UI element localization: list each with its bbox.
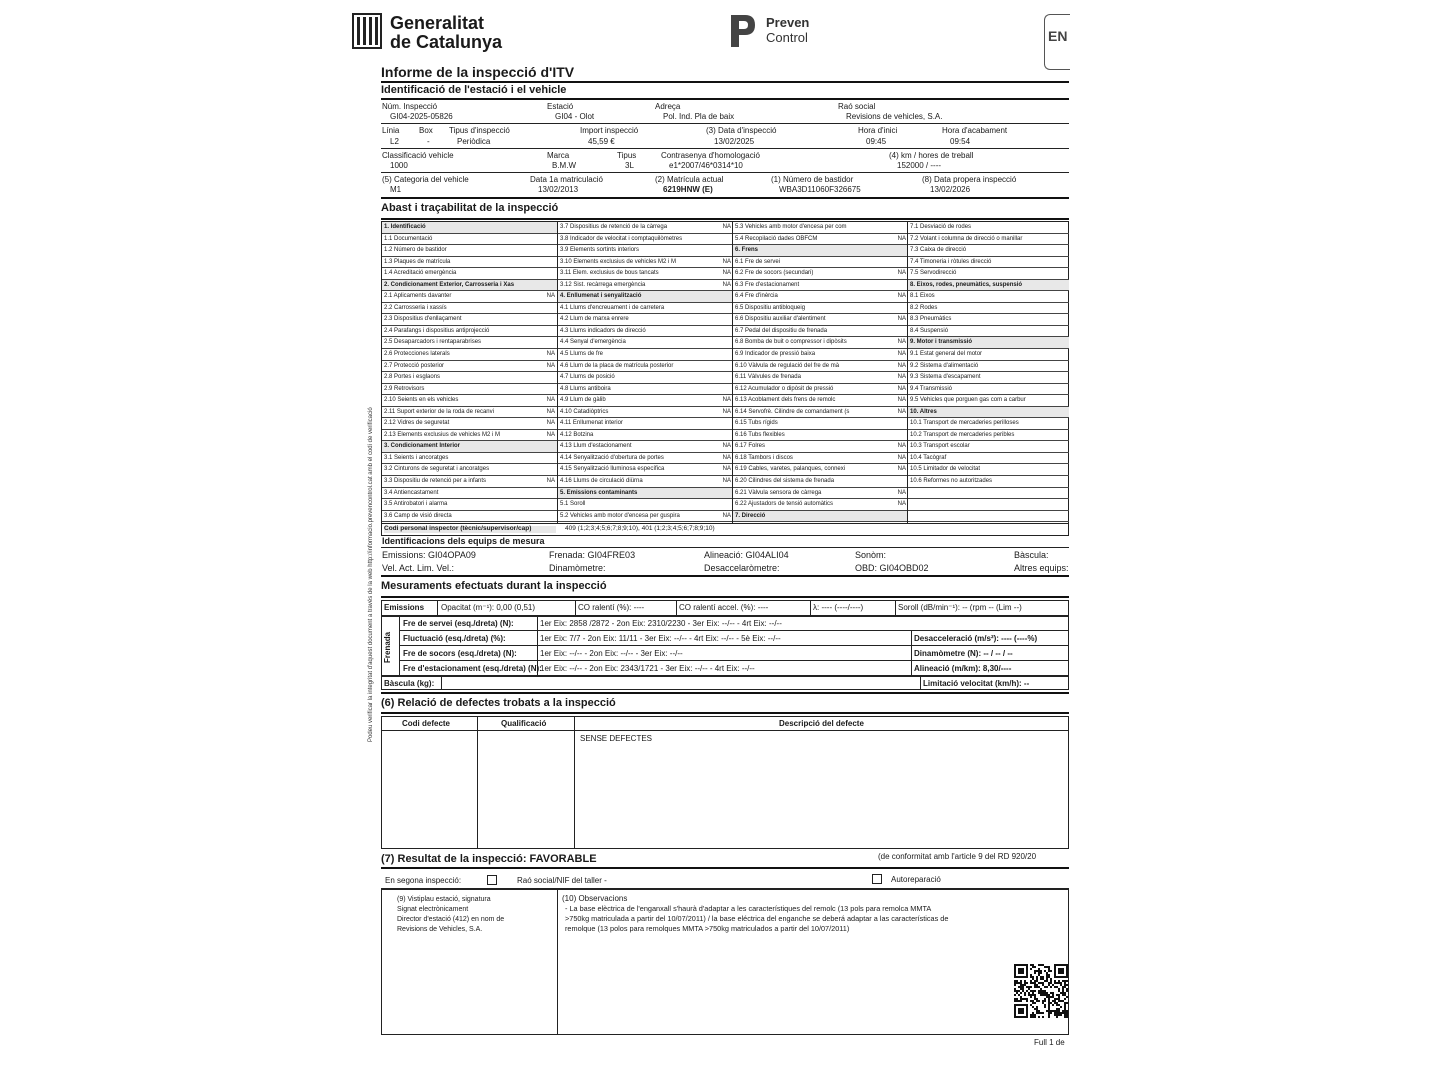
scope-item: 2.5 Desaparcadors i rentaparabrises <box>382 337 557 349</box>
scope-item <box>908 488 1069 500</box>
na-mark: NA <box>897 443 906 450</box>
na-mark: NA <box>546 351 555 358</box>
na-mark: NA <box>897 408 906 415</box>
na-mark: NA <box>897 293 906 300</box>
scope-item: 2.9 Retrovisors <box>382 384 557 396</box>
scope-column-4 <box>907 222 1069 523</box>
workshop-label: Raó social/NIF del taller - <box>517 876 607 885</box>
scope-item: 3.10 Elements exclusius de vehicles M2 i M NA <box>558 257 733 269</box>
self-repair-label: Autoreparació <box>891 875 941 884</box>
scope-item: 10.2 Transport de mercaderies peribles <box>908 430 1069 442</box>
scope-item: 4.16 Llums de circulació diürna NA <box>558 476 733 488</box>
na-mark: NA <box>722 408 731 415</box>
na-mark: NA <box>897 397 906 404</box>
scope-item: 2.8 Portes i esglaons <box>382 372 557 384</box>
scope-item: 6.7 Pedal del dispositiu de frenada <box>733 326 908 338</box>
scope-item <box>908 511 1069 523</box>
scope-item: 3.7 Dispositius de retenció de la càrrega NA <box>558 222 733 234</box>
na-mark: NA <box>722 397 731 404</box>
scope-item: 3. Condicionament Interior <box>382 441 557 453</box>
scope-item: 2.13 Elements exclusius de vehicles M2 i M NA <box>382 430 557 442</box>
prevent-line1: Preven <box>766 15 810 30</box>
scope-item: 5.4 Recopilació dades OBFCM NA <box>733 234 908 246</box>
na-mark: NA <box>722 512 731 519</box>
scope-item: 2.2 Carrosseria i xassís <box>382 303 557 315</box>
na-mark: NA <box>897 351 906 358</box>
na-mark: NA <box>897 385 906 392</box>
qr-code <box>1014 964 1068 1018</box>
scope-item: 2.10 Seients en els vehicles NA <box>382 395 557 407</box>
na-mark: NA <box>722 443 731 450</box>
scope-item: 5.1 Soroll <box>558 499 733 511</box>
section-scope-heading: Abast i traçabilitat de la inspecció <box>381 202 559 214</box>
result-heading: (7) Resultat de la inspecció: FAVORABLE <box>381 853 597 865</box>
scope-item: 8.1 Eixos <box>908 291 1069 303</box>
self-repair-checkbox[interactable] <box>872 874 882 884</box>
scope-column-3 <box>732 222 908 523</box>
na-mark: NA <box>897 270 906 277</box>
na-mark: NA <box>897 489 906 496</box>
scope-item: 4.13 Llum d'estacionament NA <box>558 441 733 453</box>
scope-item: 1.1 Documentació <box>382 234 557 246</box>
scope-item: 6.5 Dispositiu antibloqueig <box>733 303 908 315</box>
na-mark: NA <box>546 362 555 369</box>
na-mark: NA <box>897 466 906 473</box>
generalitat-logo <box>352 13 382 49</box>
scope-item: 4. Enllumenat i senyalització <box>558 291 733 303</box>
scope-item: 7.3 Caixa de direcció <box>908 245 1069 257</box>
prevencontrol-logo-icon <box>729 13 757 49</box>
scope-item: 4.1 Llums d'encreuament i de carretera <box>558 303 733 315</box>
scope-item: 10.1 Transport de mercaderies perilloses <box>908 418 1069 430</box>
scope-item: 3.12 Sist. recàrrega emergència NA <box>558 280 733 292</box>
scope-item <box>908 499 1069 511</box>
scope-item: 6.10 Vàlvula de regulació del fre de mà NA <box>733 361 908 373</box>
scope-item: 6.6 Dispositiu auxiliar d'alentiment NA <box>733 314 908 326</box>
scope-item: 4.15 Senyalització lluminosa específica NA <box>558 464 733 476</box>
scope-item: 6.15 Tubs rígids <box>733 418 908 430</box>
scope-item: 7.4 Timoneria i ròtules direcció <box>908 257 1069 269</box>
measurements-heading: Mesuraments efectuats durant la inspecció <box>381 580 607 592</box>
scope-item: 4.11 Enllumenat interior <box>558 418 733 430</box>
scope-item: 6.11 Vàlvules de frenada NA <box>733 372 908 384</box>
na-mark: NA <box>722 258 731 265</box>
scope-item: 6.12 Acumulador o dipòsit de pressió NA <box>733 384 908 396</box>
scope-item: 1.3 Plaques de matrícula <box>382 257 557 269</box>
scope-item: 4.8 Llums antiboira <box>558 384 733 396</box>
scope-item: 3.1 Seients i ancoratges <box>382 453 557 465</box>
scope-item: 6. Frens <box>733 245 908 257</box>
scope-item: 9.2 Sistema d'alimentació <box>908 361 1069 373</box>
scope-item: 6.22 Ajustadors de tensió automàtics NA <box>733 499 908 511</box>
equipment-heading: Identificacions dels equips de mesura <box>382 536 545 546</box>
scope-item: 2.12 Vidres de seguretat NA <box>382 418 557 430</box>
logo-line1: Generalitat <box>390 13 485 33</box>
scope-item: 5. Emissions contaminants <box>558 488 733 500</box>
col-descripcio: Descripció del defecte <box>779 719 864 728</box>
scope-item: 6.13 Acoblament dels frens de remolc NA <box>733 395 908 407</box>
prevent-line2: Control <box>766 30 808 45</box>
page-title: Informe de la inspecció d'ITV <box>381 64 575 80</box>
scope-item: 4.12 Botzina <box>558 430 733 442</box>
na-mark: NA <box>897 501 906 508</box>
scope-item: 9.3 Sistema d'escapament <box>908 372 1069 384</box>
scope-item: 5.3 Vehicles amb motor d'encesa per com <box>733 222 908 234</box>
scope-item: 3.8 Indicador de velocitat i comptaquilòmetres <box>558 234 733 246</box>
scope-item: 9.4 Transmissió <box>908 384 1069 396</box>
na-mark: NA <box>897 235 906 242</box>
scope-item: 6.20 Cilindres del sistema de frenada <box>733 476 908 488</box>
scope-item: 6.18 Tambors i discos NA <box>733 453 908 465</box>
scope-item: 10.3 Transport escolar <box>908 441 1069 453</box>
scope-item: 6.17 Folres NA <box>733 441 908 453</box>
scope-item: 4.6 Llum de la placa de matrícula posterior <box>558 361 733 373</box>
scope-item: 3.9 Elements sortints interiors <box>558 245 733 257</box>
section-id-heading: Identificació de l'estació i el vehicle <box>381 84 567 96</box>
second-inspection-label: En segona inspecció: <box>385 876 462 885</box>
scope-item: 7.5 Servodirecció <box>908 268 1069 280</box>
scope-column-1 <box>382 222 557 523</box>
scope-item: 3.2 Cinturons de seguretat i ancoratges <box>382 464 557 476</box>
defects-heading: (6) Relació de defectes trobats a la inspecció <box>381 697 616 709</box>
scope-item: 3.5 Antirobatori i alarma <box>382 499 557 511</box>
na-mark: NA <box>722 454 731 461</box>
scope-item: 6.4 Fre d'inèrcia NA <box>733 291 908 303</box>
scope-item: 8.4 Suspensió <box>908 326 1069 338</box>
na-mark: NA <box>897 316 906 323</box>
na-mark: NA <box>722 270 731 277</box>
scope-item: 4.14 Senyalització d'obertura de portes NA <box>558 453 733 465</box>
na-mark: NA <box>546 478 555 485</box>
logo-line2: de Catalunya <box>390 32 503 52</box>
scope-item: 3.3 Dispositiu de retenció per a infants NA <box>382 476 557 488</box>
defects-value: SENSE DEFECTES <box>580 734 653 743</box>
na-mark: NA <box>897 454 906 461</box>
enac-seal: EN <box>1044 14 1070 70</box>
scope-item: 7.1 Desviació de rodes <box>908 222 1069 234</box>
scope-item: 4.10 Catadiòptrics NA <box>558 407 733 419</box>
scope-item: 6.3 Fre d'estacionament <box>733 280 908 292</box>
na-mark: NA <box>546 293 555 300</box>
scope-item: 8. Eixos, rodes, pneumàtics, suspensió <box>908 280 1069 292</box>
na-mark: NA <box>897 374 906 381</box>
scope-item: 6.8 Bomba de buit o compressor i dipòsits NA <box>733 337 908 349</box>
scope-item: 1.4 Acreditació emergència <box>382 268 557 280</box>
scope-item: 3.6 Camp de visió directa <box>382 511 557 523</box>
na-mark: NA <box>546 397 555 404</box>
inspector-row: Codi personal inspector (tècnic/supervisor/cap) 409 (1;2;3;4;5;6;7;8;9;10), 401 (1;2;3;4;5;6;7;8;9;10) <box>382 523 1068 536</box>
scope-item: 9. Motor i transmissió <box>908 337 1069 349</box>
na-mark: NA <box>546 431 555 438</box>
scope-item: 5.2 Vehicles amb motor d'encesa per guspira NA <box>558 511 733 523</box>
scope-item: 10.4 Tacògraf <box>908 453 1069 465</box>
verification-side-note: Podeu verificar la integritat d'aquest document a través de la web http://informacio.prevencontrol.cat amb el codi de verificació <box>368 407 374 742</box>
scope-column-2 <box>557 222 733 523</box>
scope-item: 2.11 Suport exterior de la roda de recanvi NA <box>382 407 557 419</box>
na-mark: NA <box>722 224 731 230</box>
defects-table <box>381 716 1069 849</box>
second-inspection-checkbox[interactable] <box>487 875 497 885</box>
scope-item: 2.7 Protecció posterior NA <box>382 361 557 373</box>
na-mark: NA <box>722 466 731 473</box>
scope-item: 6.9 Indicador de pressió baixa NA <box>733 349 908 361</box>
scope-item: 6.14 Servofrè. Cilindre de comandament (s NA <box>733 407 908 419</box>
scope-item: 6.19 Cables, varetes, palanques, connexi NA <box>733 464 908 476</box>
scope-item: 9.5 Vehicles que porguen gas com a carbur <box>908 395 1069 407</box>
scope-item: 2. Condicionament Exterior, Carrosseria i Xas <box>382 280 557 292</box>
scope-item: 1.2 Número de bastidor <box>382 245 557 257</box>
scope-item: 10.5 Limitador de velocitat <box>908 464 1069 476</box>
scope-item: 3.11 Elem. exclusius de bous tancats NA <box>558 268 733 280</box>
scope-item: 3.4 Antiencastament <box>382 488 557 500</box>
col-codi-defecte: Codi defecte <box>402 719 451 728</box>
scope-item: 4.2 Llum de marxa enrere <box>558 314 733 326</box>
na-mark: NA <box>722 478 731 485</box>
col-qualificacio: Qualificació <box>501 719 547 728</box>
na-mark: NA <box>722 281 731 288</box>
page-number: Full 1 de <box>1034 1038 1065 1047</box>
scope-item: 6.1 Fre de servei <box>733 257 908 269</box>
scope-item: 10. Altres <box>908 407 1069 419</box>
scope-item: 2.6 Protecciones laterals NA <box>382 349 557 361</box>
scope-item: 8.2 Rodes <box>908 303 1069 315</box>
na-mark: NA <box>546 420 555 427</box>
scope-item: 6.16 Tubs flexibles <box>733 430 908 442</box>
na-mark: NA <box>546 408 555 415</box>
scope-item: 7. Direcció <box>733 511 908 523</box>
scope-item: 6.2 Fre de socors (secundari) NA <box>733 268 908 280</box>
scope-item: 1. Identificació <box>382 222 557 234</box>
scope-item: 4.4 Senyal d'emergència <box>558 337 733 349</box>
scope-item: 10.6 Reformes no autoritzades <box>908 476 1069 488</box>
scope-item: 9.1 Estat general del motor <box>908 349 1069 361</box>
result-note: (de conformitat amb l'article 9 del RD 920/20 <box>878 852 1037 861</box>
scope-item: 4.7 Llums de posició <box>558 372 733 384</box>
scope-item: 2.3 Dispositius d'enllaçament <box>382 314 557 326</box>
na-mark: NA <box>897 362 906 369</box>
scope-item: 2.4 Parafangs i dispositius antiprojecció <box>382 326 557 338</box>
scope-item: 2.1 Aplicaments davanter NA <box>382 291 557 303</box>
scope-item: 7.2 Volant i columna de direcció o manillar <box>908 234 1069 246</box>
scope-item: 8.3 Pneumàtics <box>908 314 1069 326</box>
na-mark: NA <box>897 339 906 346</box>
scope-item: 6.21 Vàlvula sensora de càrrega NA <box>733 488 908 500</box>
scope-item: 4.5 Llums de fre <box>558 349 733 361</box>
scope-item: 4.9 Llum de gàlib NA <box>558 395 733 407</box>
scope-item: 4.3 Llums indicadors de direcció <box>558 326 733 338</box>
